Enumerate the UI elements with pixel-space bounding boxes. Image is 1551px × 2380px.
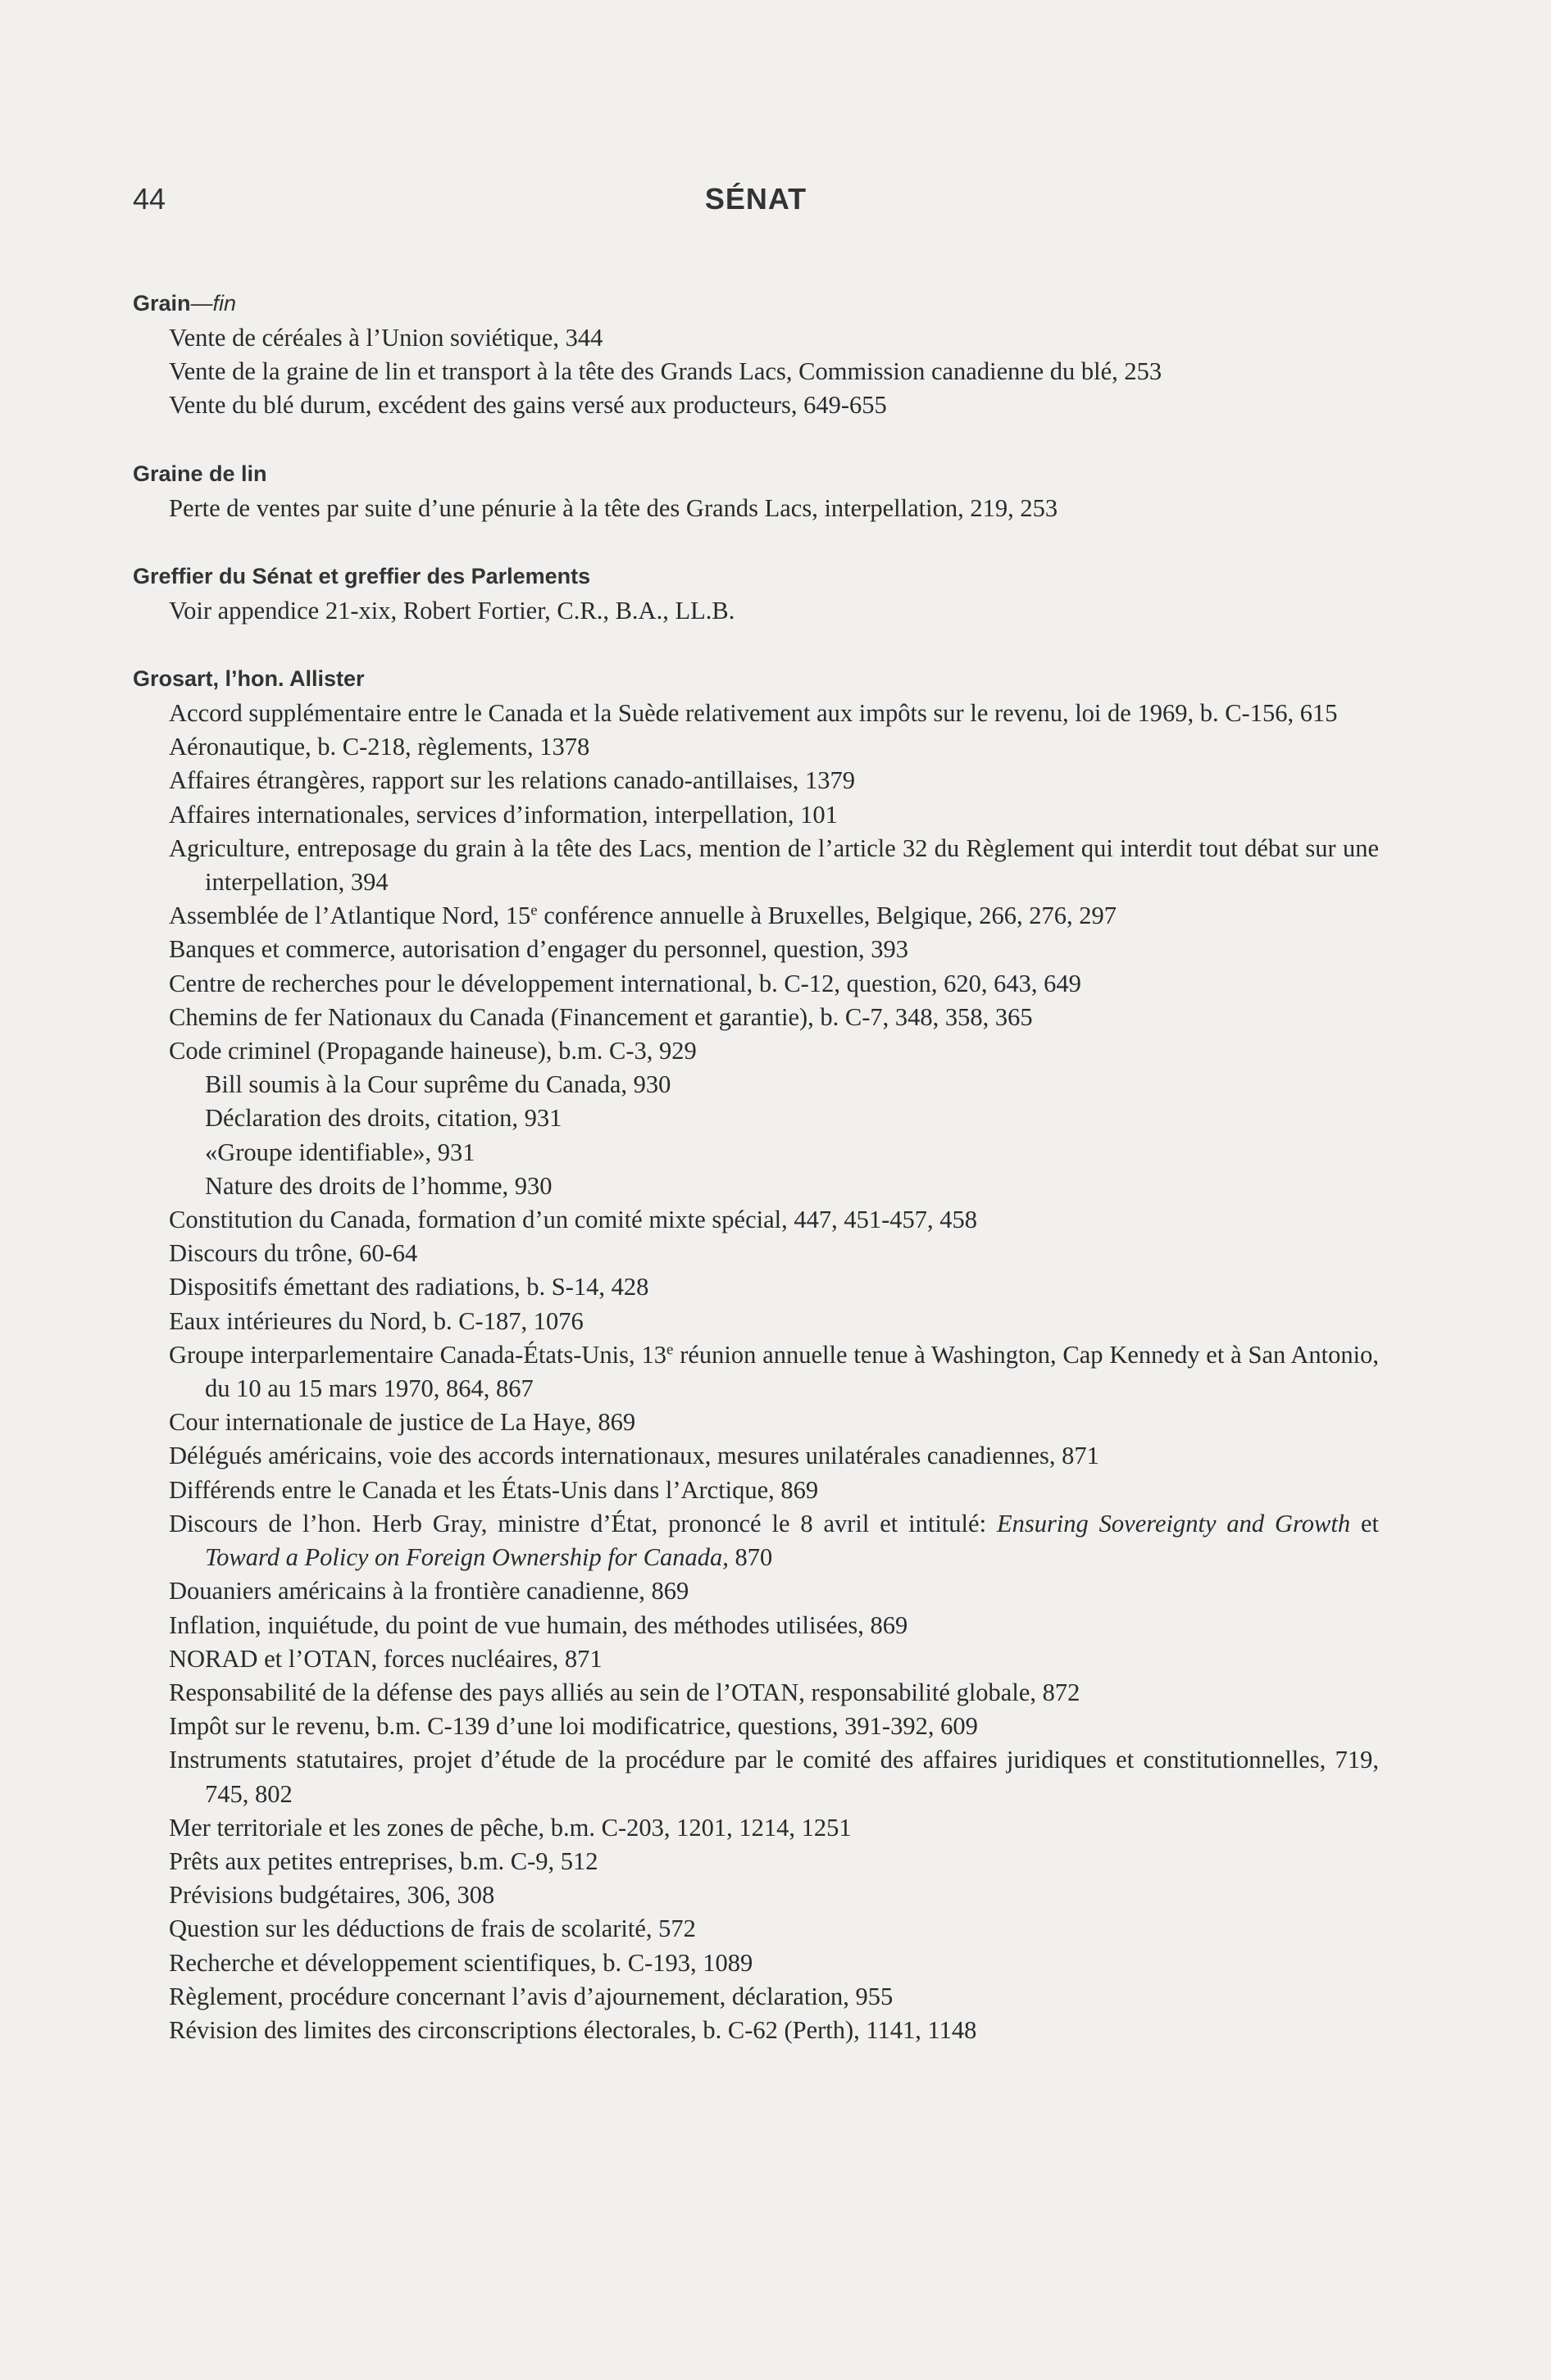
- index-entry: Vente du blé durum, excédent des gains versé aux producteurs, 649-655: [169, 391, 887, 420]
- index-entry: Recherche et développement scientifiques, b. C-193, 1089: [169, 1948, 753, 1977]
- index-entry: Constitution du Canada, formation d’un comité mixte spécial, 447, 451-457, 458: [169, 1206, 978, 1234]
- index-entry: [133, 1507, 1379, 1574]
- index-entry: Délégués américains, voie des accords internationaux, mesures unilatérales canadiennes, 871: [169, 1442, 1099, 1470]
- entry-text: et: [1350, 1509, 1380, 1537]
- index-entry: [133, 899, 1379, 933]
- index-entry: Règlement, procédure concernant l’avis d’ajournement, déclaration, 955: [169, 1982, 894, 2010]
- index-entry: Accord supplémentaire entre le Canada et la Suède relativement aux impôts sur le revenu, loi de 1969, b. C-156, 615: [169, 699, 1338, 728]
- index-subentry: Nature des droits de l’homme, 930: [205, 1171, 553, 1200]
- index-entry: Aéronautique, b. C-218, règlements, 1378: [169, 733, 590, 761]
- index-entry: Dispositifs émettant des radiations, b. S-14, 428: [169, 1273, 649, 1301]
- page-title: SÉNAT: [704, 182, 807, 216]
- index-subentry: Bill soumis à la Cour suprême du Canada, 930: [205, 1070, 671, 1099]
- page-number: 44: [133, 182, 166, 216]
- index-entry: Douaniers américains à la frontière canadienne, 869: [169, 1577, 689, 1606]
- index-entry: Affaires étrangères, rapport sur les relations canado-antillaises, 1379: [169, 766, 856, 795]
- superscript: e: [530, 902, 538, 920]
- index-subentry: «Groupe identifiable», 931: [205, 1138, 475, 1166]
- index-entry: Impôt sur le revenu, b.m. C-139 d’une loi modificatrice, questions, 391-392, 609: [169, 1712, 978, 1741]
- index-entry: NORAD et l’OTAN, forces nucléaires, 871: [169, 1644, 603, 1673]
- index-entry: Affaires internationales, services d’information, interpellation, 101: [169, 800, 838, 829]
- index-entry: Responsabilité de la défense des pays alliés au sein de l’OTAN, responsabilité globale, 872: [169, 1678, 1080, 1706]
- index-entry: Instruments statutaires, projet d’étude de la procédure par le comité des affaires juridiques et constitutionnelles, 719, 745, 802: [169, 1746, 1379, 1808]
- section-heading: Greffier du Sénat et greffier des Parlements: [133, 563, 591, 588]
- section-heading: Grosart, l’hon. Allister: [133, 666, 365, 692]
- index-entry: Vente de la graine de lin et transport à la tête des Grands Lacs, Commission canadienne du blé, 253: [169, 357, 1162, 386]
- heading-suffix: —fin: [190, 291, 237, 316]
- index-entry: Vente de céréales à l’Union soviétique, 344: [169, 324, 603, 352]
- section-heading: Graine de lin: [133, 461, 267, 486]
- page-header: [133, 182, 1379, 231]
- italic-title: Ensuring Sovereignty and Growth: [996, 1509, 1351, 1537]
- index-section-graine-de-lin: [133, 457, 1379, 525]
- index-subentry: Déclaration des droits, citation, 931: [205, 1104, 562, 1133]
- index-entry: [133, 1338, 1379, 1406]
- entry-text: réunion annuelle tenue à Washington, Cap Kennedy et à San Antonio, du 10 au 15 mars 1970, 864, 867: [205, 1340, 1379, 1403]
- section-heading: [133, 287, 1379, 320]
- index-entry: Inflation, inquiétude, du point de vue humain, des méthodes utilisées, 869: [169, 1610, 908, 1639]
- heading-text: Grain: [133, 291, 191, 316]
- index-entry: Différends entre le Canada et les États-Unis dans l’Arctique, 869: [169, 1475, 819, 1504]
- index-entry: Prévisions budgétaires, 306, 308: [169, 1881, 495, 1910]
- index-section-grain: [133, 287, 1379, 423]
- entry-text: Assemblée de l’Atlantique Nord, 15: [169, 902, 531, 930]
- superscript: e: [666, 1341, 674, 1359]
- index-entry: Perte de ventes par suite d’une pénurie à la tête des Grands Lacs, interpellation, 219, 253: [169, 493, 1058, 522]
- index-entry: Centre de recherches pour le développement international, b. C-12, question, 620, 643, 649: [169, 969, 1081, 997]
- index-entry: Agriculture, entreposage du grain à la tête des Lacs, mention de l’article 32 du Règlement qui interdit tout débat sur une interpellation, 394: [169, 833, 1379, 897]
- index-entry: Code criminel (Propagande haineuse), b.m. C-3, 929: [169, 1037, 697, 1065]
- index-entry: Révision des limites des circonscriptions électorales, b. C-62 (Perth), 1141, 1148: [169, 2015, 977, 2044]
- index-entry: Mer territoriale et les zones de pêche, b.m. C-203, 1201, 1214, 1251: [169, 1813, 852, 1842]
- index-entry: Chemins de fer Nationaux du Canada (Financement et garantie), b. C-7, 348, 358, 365: [169, 1002, 1033, 1031]
- index-entry: Eaux intérieures du Nord, b. C-187, 1076: [169, 1306, 584, 1335]
- index-entry: Question sur les déductions de frais de scolarité, 572: [169, 1914, 696, 1943]
- index-section-greffier: [133, 560, 1379, 628]
- index-entry: Banques et commerce, autorisation d’engager du personnel, question, 393: [169, 935, 909, 964]
- index-section-grosart: [133, 662, 1379, 2047]
- entry-text: Discours de l’hon. Herb Gray, ministre d’État, prononcé le 8 avril et intitulé:: [169, 1509, 997, 1537]
- index-entry: Voir appendice 21-xix, Robert Fortier, C.R., B.A., LL.B.: [169, 596, 735, 625]
- entry-text: Groupe interparlementaire Canada-États-Unis, 13: [169, 1340, 666, 1369]
- entry-text: 870: [728, 1543, 773, 1572]
- index-entry: Discours du trône, 60-64: [169, 1239, 418, 1268]
- index-content: [133, 287, 1379, 2082]
- entry-text: conférence annuelle à Bruxelles, Belgique, 266, 276, 297: [537, 902, 1117, 930]
- italic-title: Toward a Policy on Foreign Ownership for Canada,: [205, 1543, 729, 1572]
- index-entry: Prêts aux petites entreprises, b.m. C-9, 512: [169, 1846, 598, 1875]
- index-entry: Cour internationale de justice de La Haye, 869: [169, 1408, 636, 1437]
